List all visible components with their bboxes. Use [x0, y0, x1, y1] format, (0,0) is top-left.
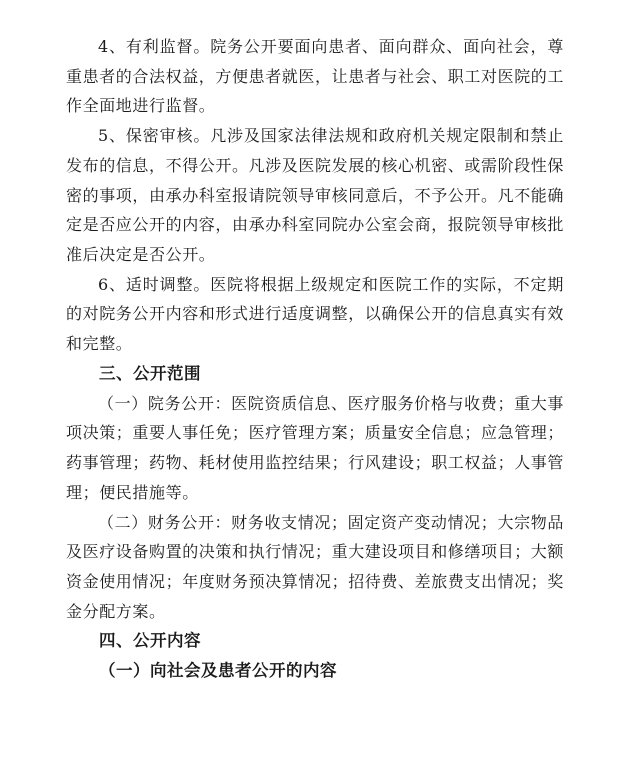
paragraph-timely-adjustment: 6、适时调整。医院将根据上级规定和医院工作的实际，不定期的对院务公开内容和形式进行适度调整，以确保公开的信息真实有效和完整。 — [66, 274, 565, 354]
subsection-heading-public-content: （一）向社会及患者公开的内容 — [99, 661, 337, 681]
paragraph-supervision: 4、有利监督。院务公开要面向患者、面向群众、面向社会，尊重患者的合法权益，方便患者就医，让患者与社会、职工对医院的工作全面地进行监督。 — [66, 37, 565, 116]
section-heading-scope: 三、公开范围 — [99, 363, 201, 383]
document-page — [66, 32, 564, 686]
section-heading-content: 四、公开内容 — [99, 631, 201, 651]
paragraph-confidentiality-review: 5、保密审核。凡涉及国家法律法规和政府机关规定限制和禁止发布的信息，不得公开。凡涉及医院发展的核心机密、或需阶段性保密的事项，由承办科室报请院领导审核同意后，不予公开。凡不能确定是否应公开的内容，由承办科室同院办公室会商，报院领导审核批准后决定是否公开。 — [66, 126, 565, 264]
paragraph-financial-disclosure: （二）财务公开：财务收支情况；固定资产变动情况；大宗物品及医疗设备购置的决策和执行情况；重大建设项目和修缮项目；大额资金使用情况；年度财务预决算情况；招待费、差旅费支出情况；奖金分配方案。 — [66, 512, 565, 621]
paragraph-hospital-affairs-disclosure: （一）院务公开：医院资质信息、医疗服务价格与收费；重大事项决策；重要人事任免；医疗管理方案；质量安全信息；应急管理；药事管理；药物、耗材使用监控结果；行风建设；职工权益；人事管理；便民措施等。 — [66, 393, 565, 502]
